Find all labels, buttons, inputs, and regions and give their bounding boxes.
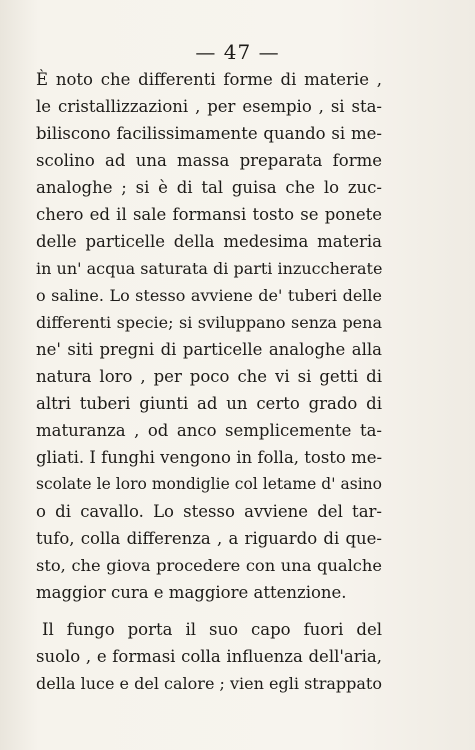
text-line: delle particelle della medesima materia	[36, 232, 382, 251]
text-line: maggior cura e maggiore attenzione.	[36, 583, 347, 602]
text-line: È noto che differenti forme di materie ,	[36, 70, 382, 89]
text-line: della luce e del calore ; vien egli strappato	[36, 674, 382, 693]
text-line: in un' acqua saturata di parti inzuccherate	[36, 259, 382, 278]
text-line: gliati. I funghi vengono in folla, tosto me-	[36, 448, 382, 467]
paragraph-2	[36, 616, 382, 697]
text-line: analoghe ; si è di tal guisa che lo zuc-	[36, 178, 382, 197]
text-line: altri tuberi giunti ad un certo grado di	[36, 394, 382, 413]
text-line: sto, che giova procedere con una qualche	[36, 556, 382, 575]
text-line: biliscono facilissimamente quando si me-	[36, 124, 382, 143]
text-line: scolate le loro mondiglie col letame d' asino	[36, 475, 382, 493]
text-line: o saline. Lo stesso avviene de' tuberi delle	[36, 286, 382, 305]
text-line: suolo , e formasi colla influenza dell'aria,	[36, 647, 382, 666]
body-text	[36, 66, 382, 697]
text-line: scolino ad una massa preparata forme	[36, 151, 382, 170]
text-line: chero ed il sale formansi tosto se ponete	[36, 205, 382, 224]
text-line: tufo, colla differenza , a riguardo di que-	[36, 529, 382, 548]
paragraph-1	[36, 66, 382, 606]
text-line: ne' siti pregni di particelle analoghe alla	[36, 340, 382, 359]
page-number: — 47 —	[195, 40, 280, 64]
text-line: o di cavallo. Lo stesso avviene del tar-	[36, 502, 382, 521]
text-line: le cristallizzazioni , per esempio , si sta-	[36, 97, 382, 116]
text-line: natura loro , per poco che vi si getti di	[36, 367, 382, 386]
text-line: differenti specie; si sviluppano senza pena	[36, 313, 382, 332]
text-line: maturanza , od anco semplicemente ta-	[36, 421, 382, 440]
text-line: Il fungo porta il suo capo fuori del	[42, 620, 382, 639]
